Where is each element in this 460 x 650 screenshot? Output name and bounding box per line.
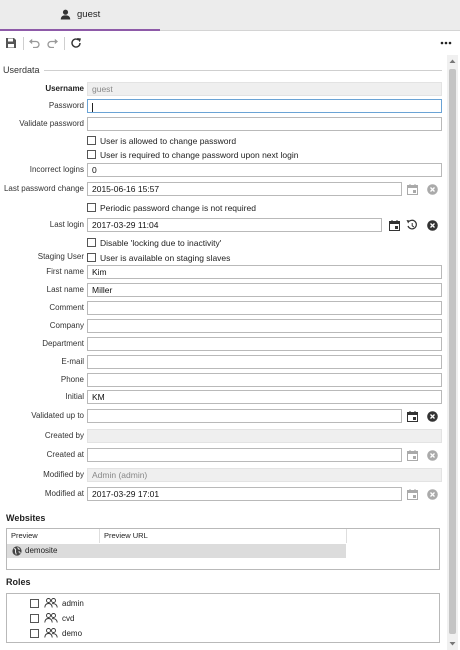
incorrect-logins-label: Incorrect logins xyxy=(29,165,84,174)
section-divider xyxy=(44,70,442,71)
column-header-preview-url[interactable]: Preview URL xyxy=(100,529,347,543)
created-by-label: Created by xyxy=(44,431,84,440)
comment-field[interactable] xyxy=(87,301,442,315)
checkbox-box[interactable] xyxy=(30,599,39,608)
calendar-button[interactable] xyxy=(406,488,418,500)
initial-field[interactable]: KM xyxy=(87,390,442,404)
refresh-icon xyxy=(70,37,82,49)
last-password-change-label: Last password change xyxy=(3,184,84,193)
globe-icon xyxy=(12,546,22,556)
table-cell-preview xyxy=(12,544,57,558)
clear-circle-icon xyxy=(427,220,438,231)
phone-field[interactable] xyxy=(87,373,442,387)
websites-table xyxy=(6,528,440,570)
clear-button[interactable] xyxy=(426,488,438,500)
redo-button[interactable] xyxy=(45,36,59,50)
triangle-down-icon xyxy=(447,640,458,648)
save-icon xyxy=(5,37,17,49)
user-group-icon xyxy=(44,598,58,608)
calendar-icon xyxy=(407,184,418,195)
history-icon xyxy=(406,219,418,231)
created-by-field xyxy=(87,429,442,443)
section-title-roles: Roles xyxy=(6,577,31,587)
toolbar-separator xyxy=(23,37,24,50)
triangle-up-icon xyxy=(447,57,458,65)
history-button[interactable] xyxy=(406,219,418,231)
section-title-userdata: Userdata xyxy=(3,65,40,75)
modified-by-label: Modified by xyxy=(43,470,84,479)
validate-password-label: Validate password xyxy=(19,119,84,128)
calendar-button[interactable] xyxy=(406,449,418,461)
incorrect-logins-field[interactable]: 0 xyxy=(87,163,442,177)
modified-at-field[interactable]: 2017-03-29 17:01 xyxy=(87,487,402,501)
undo-button[interactable] xyxy=(27,36,41,50)
tab-label: guest xyxy=(77,9,101,20)
role-label: cvd xyxy=(62,613,75,623)
last-name-label: Last name xyxy=(46,285,84,294)
role-label: demo xyxy=(62,628,83,638)
redo-icon xyxy=(46,38,59,48)
checkbox-label: Disable 'locking due to inactivity' xyxy=(100,237,222,248)
user-icon xyxy=(60,9,71,20)
company-label: Company xyxy=(49,321,84,330)
allowed-change-password-checkbox[interactable] xyxy=(87,134,236,147)
checkbox-box xyxy=(87,150,96,159)
more-icon xyxy=(440,41,452,45)
last-password-change-field[interactable]: 2015-06-16 15:57 xyxy=(87,182,402,196)
vertical-scrollbar[interactable] xyxy=(447,55,458,650)
clear-button[interactable] xyxy=(426,219,438,231)
clear-circle-icon xyxy=(427,411,438,422)
last-login-field[interactable]: 2017-03-29 11:04 xyxy=(87,218,382,232)
scroll-up-arrow[interactable] xyxy=(447,57,458,65)
required-change-password-checkbox[interactable] xyxy=(87,148,298,161)
toolbar-separator xyxy=(64,37,65,50)
checkbox-label: Periodic password change is not required xyxy=(100,202,256,213)
staging-user-label: Staging User xyxy=(37,252,84,261)
section-title-websites: Websites xyxy=(6,513,46,523)
text-caret xyxy=(92,103,93,112)
role-label: admin xyxy=(62,598,84,608)
list-item-role[interactable] xyxy=(30,612,74,624)
staging-available-checkbox[interactable] xyxy=(87,251,230,264)
calendar-icon xyxy=(407,450,418,461)
user-group-icon xyxy=(44,628,58,638)
calendar-icon xyxy=(407,411,418,422)
checkbox-label: User is required to change password upon next login xyxy=(100,149,299,160)
last-name-field[interactable]: Miller xyxy=(87,283,442,297)
modified-at-label: Modified at xyxy=(44,489,84,498)
clear-button[interactable] xyxy=(426,410,438,422)
username-field: guest xyxy=(87,82,442,96)
company-field[interactable] xyxy=(87,319,442,333)
website-name: demosite xyxy=(25,546,58,555)
created-at-label: Created at xyxy=(46,450,84,459)
clear-button[interactable] xyxy=(426,183,438,195)
calendar-icon xyxy=(407,489,418,500)
checkbox-box xyxy=(87,203,96,212)
calendar-icon xyxy=(389,220,400,231)
roles-list xyxy=(6,593,440,643)
save-button[interactable] xyxy=(4,36,18,50)
username-label: Username xyxy=(45,84,84,93)
first-name-label: First name xyxy=(46,267,84,276)
column-header-preview[interactable]: Preview xyxy=(7,529,100,543)
department-field[interactable] xyxy=(87,337,442,351)
list-item-role[interactable] xyxy=(30,597,84,609)
list-item-role[interactable] xyxy=(30,627,82,639)
tab-bar xyxy=(0,0,460,31)
checkbox-label: User is available on staging slaves xyxy=(100,252,231,263)
clear-circle-icon xyxy=(427,450,438,461)
validated-up-to-label: Validated up to xyxy=(31,411,84,420)
scrollbar-thumb[interactable] xyxy=(449,69,456,634)
clear-circle-icon xyxy=(427,489,438,500)
toolbar xyxy=(0,31,460,55)
calendar-button[interactable] xyxy=(406,183,418,195)
more-button[interactable] xyxy=(439,36,453,50)
checkbox-label: User is allowed to change password xyxy=(100,135,237,146)
checkbox-box xyxy=(87,253,96,262)
scroll-down-arrow[interactable] xyxy=(447,640,458,648)
user-group-icon xyxy=(44,613,58,623)
first-name-field[interactable]: Kim xyxy=(87,265,442,279)
password-label: Password xyxy=(48,101,84,110)
email-label: E-mail xyxy=(61,357,84,366)
created-at-field[interactable] xyxy=(87,448,402,462)
checkbox-box xyxy=(87,136,96,145)
validated-up-to-field[interactable] xyxy=(87,409,402,423)
disable-locking-checkbox[interactable] xyxy=(87,236,221,249)
modified-by-field: Admin (admin) xyxy=(87,468,442,482)
comment-label: Comment xyxy=(49,303,84,312)
checkbox-box xyxy=(87,238,96,247)
calendar-button[interactable] xyxy=(406,410,418,422)
calendar-button[interactable] xyxy=(388,219,400,231)
validate-password-field[interactable] xyxy=(87,117,442,131)
clear-circle-icon xyxy=(427,184,438,195)
undo-icon xyxy=(28,38,41,48)
initial-label: Initial xyxy=(65,392,84,401)
checkbox-box[interactable] xyxy=(30,614,39,623)
last-login-label: Last login xyxy=(49,220,84,229)
password-field[interactable] xyxy=(87,99,442,113)
refresh-button[interactable] xyxy=(69,36,83,50)
email-field[interactable] xyxy=(87,355,442,369)
tab-guest[interactable] xyxy=(0,0,160,31)
clear-button[interactable] xyxy=(426,449,438,461)
phone-label: Phone xyxy=(60,375,84,384)
checkbox-box[interactable] xyxy=(30,629,39,638)
table-row[interactable] xyxy=(7,544,346,558)
periodic-not-required-checkbox[interactable] xyxy=(87,201,256,214)
department-label: Department xyxy=(42,339,84,348)
